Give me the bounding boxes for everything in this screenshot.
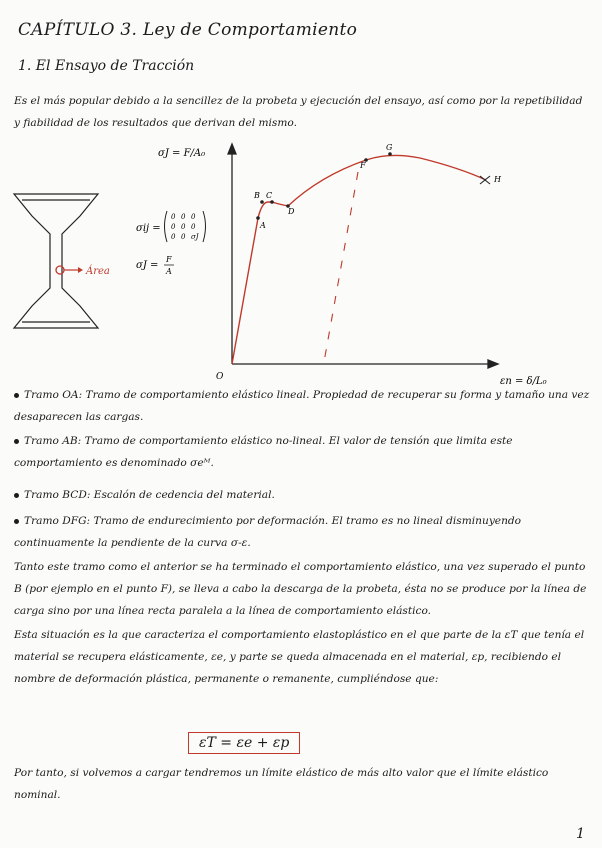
bullet-bcd xyxy=(14,484,594,506)
tensor-entry: 0 xyxy=(171,213,176,221)
x-axis-label: εn = δ/L₀ xyxy=(500,376,547,387)
bullet-text: Tramo BCD: Escalón de cedencia del material. xyxy=(24,489,275,501)
point-label-h: H xyxy=(494,175,501,184)
paragraph-unloading: Tanto este tramo como el anterior se ha terminado el comportamiento elástico, una vez superado el punto B (por ejemplo en el punto F), se lleva a cabo la descarga de la probeta, ésta no se produce por la línea de carga sino por una línea recta paralela a la línea de comportamiento elástico. xyxy=(14,561,587,617)
point-label-a: A xyxy=(260,221,266,230)
point-label-c: C xyxy=(266,191,273,200)
stress-formula xyxy=(136,255,174,276)
page-number: 1 xyxy=(576,826,585,842)
bullet-dfg xyxy=(14,510,594,554)
chapter-title: CAPÍTULO 3. Ley de Comportamiento xyxy=(18,20,358,40)
curve-point-labels xyxy=(253,143,502,230)
bullet-dot xyxy=(14,393,19,398)
bullet-text: Tramo DFG: Tramo de endurecimiento por deformación. El tramo es no lineal disminuyendo continuamente la pendiente de la curva σ-ε. xyxy=(14,515,522,549)
chart-axes xyxy=(228,144,498,368)
paragraph-elastoplastic: Esta situación es la que caracteriza el comportamiento elastoplástico en el que parte de la εT que tenía el material se recupera elásticamente, εe, y parte se queda almacenada en el material, εp, recibiendo el nombre de deformación plástica, permanente o remanente, cumpliéndose que: xyxy=(14,629,585,685)
point-label-g: G xyxy=(386,143,393,152)
tensor-entry: 0 xyxy=(181,233,186,241)
section-heading: 1. El Ensayo de Tracción xyxy=(18,58,195,74)
svg-text:A: A xyxy=(166,267,172,276)
tensor-entry: σJ xyxy=(191,233,199,241)
stress-tensor-label: σij = xyxy=(136,223,161,234)
specimen-drawing xyxy=(14,194,98,328)
tensor-entry: 0 xyxy=(181,223,186,231)
tensor-entry: 0 xyxy=(181,213,186,221)
point-label-d: D xyxy=(288,207,295,216)
bullet-dot xyxy=(14,519,19,524)
intro-paragraph: Es el más popular debido a la sencillez de la probeta y ejecución del ensayo, así como por la repetibilidad y fiabilidad de los resultados que derivan del mismo. xyxy=(14,95,583,129)
tensor-entry: 0 xyxy=(171,233,176,241)
svg-text:F: F xyxy=(166,255,172,264)
stress-tensor-matrix xyxy=(165,211,206,242)
bullet-dot xyxy=(14,439,19,444)
tensor-entry: 0 xyxy=(171,223,176,231)
bullet-text: Tramo AB: Tramo de comportamiento elástico no-lineal. El valor de tensión que limita este comportamiento es denominado σeᴹ. xyxy=(14,435,513,469)
strain-decomposition-formula: εT = εe + εp xyxy=(188,732,300,754)
bullet-dot xyxy=(14,493,19,498)
point-label-f: F xyxy=(360,161,366,170)
unloading-line xyxy=(324,172,358,362)
tensor-entry: 0 xyxy=(191,213,196,221)
svg-text:σJ =: σJ = xyxy=(136,260,159,271)
stress-strain-curve xyxy=(232,155,486,364)
curve-points xyxy=(256,152,392,220)
tensor-entry: 0 xyxy=(191,223,196,231)
area-label: Área xyxy=(86,266,110,277)
y-axis-label: σJ = F/A₀ xyxy=(158,148,206,159)
origin-label: O xyxy=(216,372,224,382)
paragraph-conclusion: Por tanto, si volvemos a cargar tendremos un límite elástico de más alto valor que el límite elástico nominal. xyxy=(14,767,549,801)
tensile-test-figure xyxy=(0,138,602,388)
bullet-oa xyxy=(14,384,594,428)
bullet-ab xyxy=(14,430,594,474)
area-marker xyxy=(56,265,110,277)
bullet-text: Tramo OA: Tramo de comportamiento elástico lineal. Propiedad de recuperar su forma y tamaño una vez desaparecen las cargas. xyxy=(14,389,590,423)
point-label-b: B xyxy=(254,191,260,200)
